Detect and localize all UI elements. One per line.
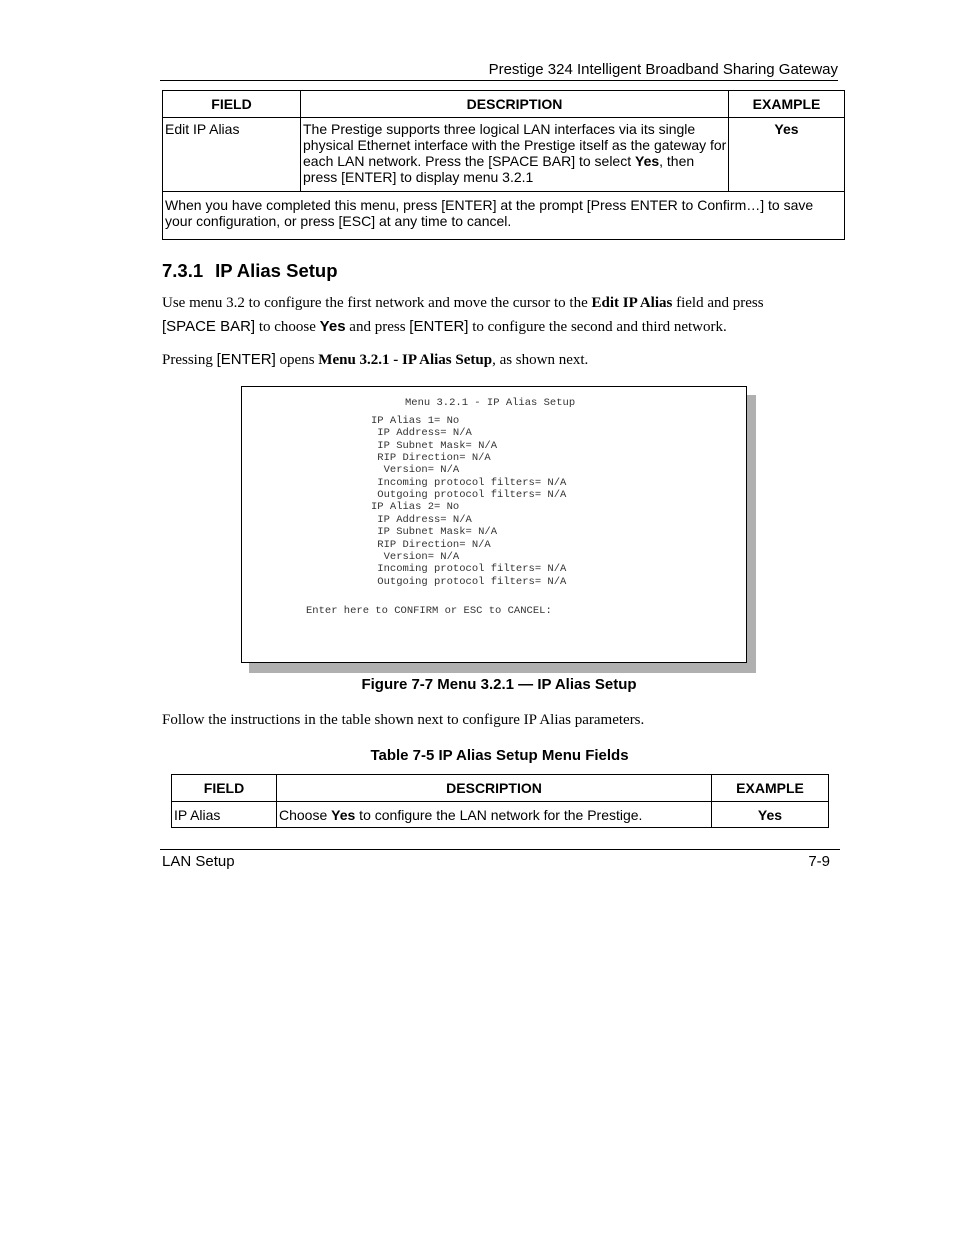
screen-line: Version= N/A: [371, 464, 460, 477]
table2-header-field: FIELD: [172, 775, 277, 802]
table1-description-cell: The Prestige supports three logical LAN interfaces via its single physical Ethernet interface with the Prestige itself as the gateway for each LAN network. Press the [SPACE BAR] to select Yes, then press [ENTER] to display menu 3.2.1: [301, 118, 729, 192]
section-heading: 7.3.1 IP Alias Setup: [162, 260, 338, 281]
screen-line: IP Subnet Mask= N/A: [371, 526, 498, 539]
footer-section: LAN Setup: [162, 853, 235, 870]
screen-line: Incoming protocol filters= N/A: [371, 476, 567, 489]
screen-line: RIP Direction= N/A: [371, 452, 491, 465]
figure-caption: Figure 7-7 Menu 3.2.1 — IP Alias Setup: [361, 676, 637, 693]
table1-example-cell: Yes: [729, 118, 845, 192]
ip-alias-fields-table: [171, 774, 829, 828]
table-caption: Table 7-5 IP Alias Setup Menu Fields: [370, 747, 629, 764]
table2-header-example: EXAMPLE: [712, 775, 829, 802]
screen-line: IP Subnet Mask= N/A: [371, 439, 498, 452]
menu-screen-title: Menu 3.2.1 - IP Alias Setup: [405, 397, 576, 409]
footer: [162, 852, 830, 871]
table-row: [172, 802, 829, 828]
table1-header-example: EXAMPLE: [729, 91, 845, 118]
menu-screen: [241, 386, 747, 663]
table2-field-cell: IP Alias: [172, 802, 277, 828]
screen-line: Outgoing protocol filters= N/A: [371, 489, 567, 502]
screen-line: IP Alias 1= No: [371, 415, 460, 427]
screen-line: IP Alias 2= No: [371, 501, 460, 514]
table2-header-description: DESCRIPTION: [277, 775, 712, 802]
paragraph-intro: Use menu 3.2 to configure the first network and move the cursor to the Edit IP Alias field and press [SPACE BAR] to choose Yes and press [ENTER] to configure the second and third network.: [162, 295, 764, 335]
table1-note-cell: When you have completed this menu, press [ENTER] at the prompt [Press ENTER to Confirm…] to save your configuration, or press [ESC] at any time to cancel.: [163, 192, 845, 240]
footer-rule: [160, 849, 840, 850]
table2-example-cell: Yes: [712, 802, 829, 828]
table1-header-description: DESCRIPTION: [301, 91, 729, 118]
screen-prompt: Enter here to CONFIRM or ESC to CANCEL:: [306, 605, 552, 617]
page-number: 7-9: [808, 853, 830, 870]
table1-header-field: FIELD: [163, 91, 301, 118]
table-row: [163, 118, 845, 192]
screen-line: Version= N/A: [371, 550, 460, 563]
paragraph-pressing-enter: Pressing [ENTER] opens Menu 3.2.1 - IP Alias Setup, as shown next.: [162, 351, 589, 368]
running-header: Prestige 324 Intelligent Broadband Sharing Gateway: [488, 61, 838, 78]
paragraph-follow-instructions: Follow the instructions in the table shown next to configure IP Alias parameters.: [162, 712, 645, 728]
screen-line: Outgoing protocol filters= N/A: [371, 575, 567, 588]
edit-ip-alias-table: [162, 90, 845, 240]
screen-line: RIP Direction= N/A: [371, 538, 491, 551]
screen-line: Incoming protocol filters= N/A: [371, 563, 567, 576]
table2-description-cell: Choose Yes to configure the LAN network for the Prestige.: [277, 802, 712, 828]
header-rule: [160, 80, 838, 81]
table1-field-cell: Edit IP Alias: [163, 118, 301, 192]
screen-line: IP Address= N/A: [371, 427, 472, 440]
screen-line: IP Address= N/A: [371, 513, 472, 526]
